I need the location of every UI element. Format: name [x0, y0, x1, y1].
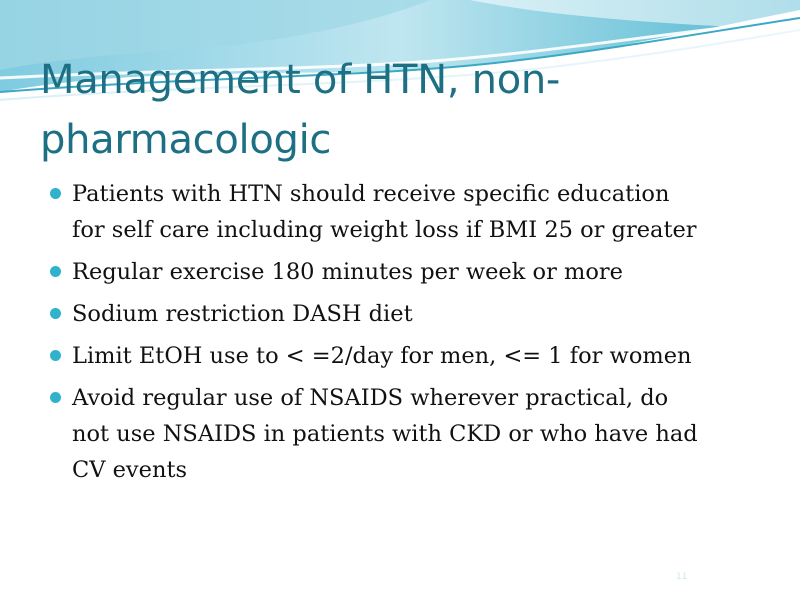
bullet-dot-icon [50, 188, 61, 199]
bullet-item [48, 380, 768, 488]
bullet-line: Regular exercise 180 minutes per week or more [72, 259, 623, 285]
bullet-line: Limit EtOH use to < =2/day for men, <= 1 for women [72, 343, 692, 369]
bullet-dot-icon [50, 350, 61, 361]
bullet-item [48, 296, 768, 332]
bullet-dot-icon [50, 308, 61, 319]
title-line: Management of HTN, non- [40, 57, 561, 103]
bullet-line: Avoid regular use of NSAIDS wherever practical, do [72, 385, 669, 411]
bullet-item [48, 254, 768, 290]
bullet-line: Patients with HTN should receive specific education [72, 181, 670, 207]
bullet-dot-icon [50, 266, 61, 277]
bullet-item [48, 176, 768, 248]
bullet-line: not use NSAIDS in patients with CKD or who have had [72, 421, 698, 447]
page-number: 11 [676, 572, 688, 582]
bullet-dot-icon [50, 392, 61, 403]
slide-title [40, 50, 740, 170]
bullet-item [48, 338, 768, 374]
bullet-list [48, 176, 768, 494]
bullet-line: CV events [72, 457, 188, 483]
bullet-line: for self care including weight loss if BMI 25 or greater [72, 217, 697, 243]
title-line: pharmacologic [40, 117, 332, 163]
bullet-line: Sodium restriction DASH diet [72, 301, 413, 327]
